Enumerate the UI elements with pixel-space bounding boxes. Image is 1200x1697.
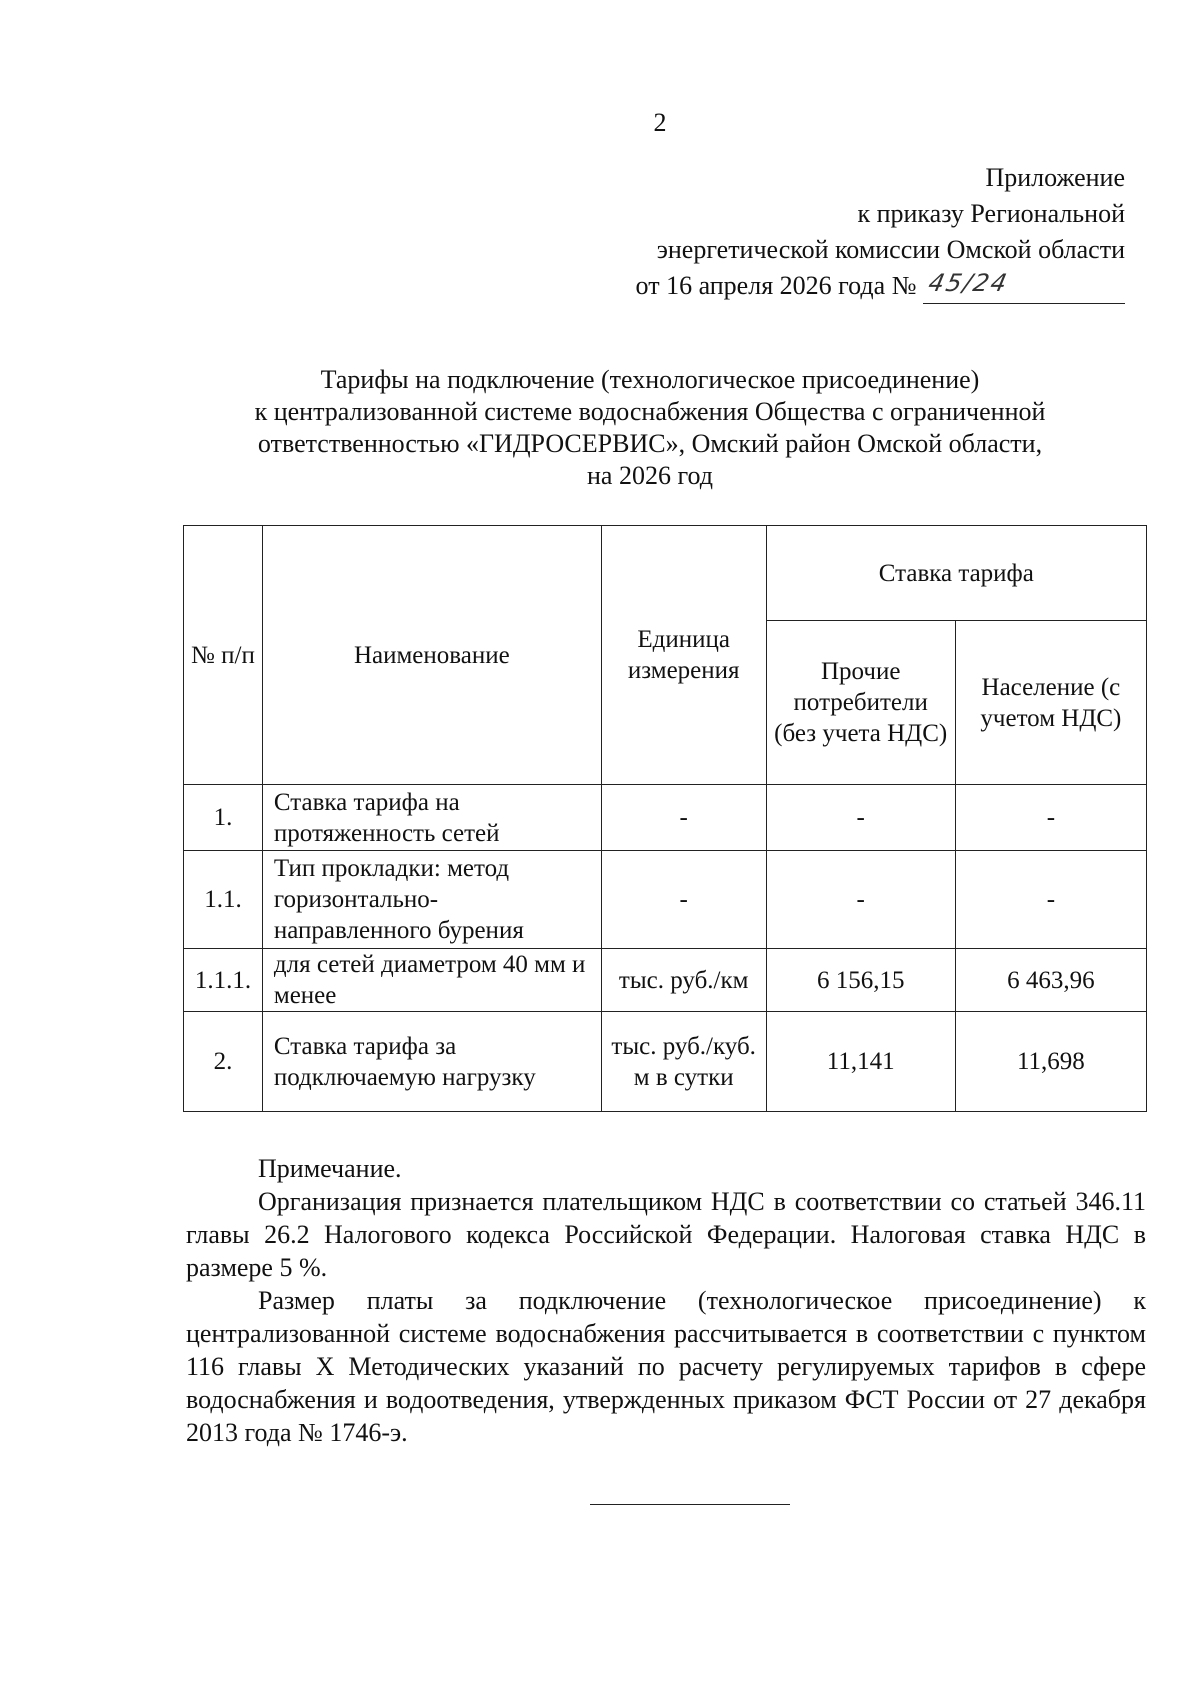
- document-title: [186, 364, 1114, 492]
- table-header-row: [184, 526, 1147, 621]
- page-number: 2: [653, 108, 667, 137]
- row-other-value: -: [766, 785, 955, 851]
- row-population-value: 6 463,96: [955, 949, 1146, 1012]
- row-num: 1.1.: [184, 851, 263, 949]
- table-row: [184, 785, 1147, 851]
- header-rate-group: Ставка тарифа: [766, 526, 1146, 621]
- row-name: для сетей диаметром 40 мм и менее: [262, 949, 601, 1012]
- table-row: [184, 949, 1147, 1012]
- header-num: № п/п: [184, 526, 263, 785]
- header-unit: Единица измерения: [601, 526, 766, 785]
- appendix-block: [636, 160, 1125, 304]
- row-unit: тыс. руб./куб. м в сутки: [601, 1012, 766, 1112]
- row-unit: -: [601, 785, 766, 851]
- notes-heading: Примечание.: [258, 1154, 402, 1183]
- notes-paragraph-vat: Организация признается плательщиком НДС в соответствии со статьей 346.11 главы 26.2 Налогового кодекса Российской Федерации. Налоговая ставка НДС в размере 5 %.: [186, 1187, 1146, 1282]
- title-line-2: к централизованной системе водоснабжения Общества с ограниченной: [254, 397, 1046, 426]
- table-row: [184, 1012, 1147, 1112]
- header-name: Наименование: [262, 526, 601, 785]
- appendix-commission: энергетической комиссии Омской области: [656, 235, 1125, 264]
- appendix-date-line: [636, 268, 1125, 304]
- row-name: Ставка тарифа на протяженность сетей: [262, 785, 601, 851]
- row-other-value: -: [766, 851, 955, 949]
- row-population-value: -: [955, 785, 1146, 851]
- title-line-4: на 2026 год: [587, 461, 713, 490]
- appendix-order-ref: к приказу Региональной: [857, 199, 1125, 228]
- notes-paragraph-fee: Размер платы за подключение (технологическое присоединение) к централизованной системе водоснабжения рассчитывается в соответствии с пунктом 116 главы X Методических указаний по расчету регулируемых тарифов в сфере водоснабжения и водоотведения, утвержденных приказом ФСТ России от 27 декабря 2013 года № 1746-э.: [186, 1286, 1146, 1447]
- row-name: Ставка тарифа за подключаемую нагрузку: [262, 1012, 601, 1112]
- row-other-value: 11,141: [766, 1012, 955, 1112]
- row-population-value: -: [955, 851, 1146, 949]
- row-unit: -: [601, 851, 766, 949]
- order-number-handwritten: 45/24: [926, 269, 1012, 297]
- row-num: 1.1.1.: [184, 949, 263, 1012]
- tariff-table: [183, 525, 1147, 1112]
- row-name: Тип прокладки: метод горизонтально-направленного бурения: [262, 851, 601, 949]
- closing-divider: [590, 1504, 790, 1505]
- appendix-title: Приложение: [985, 163, 1125, 192]
- appendix-date: от 16 апреля 2026 года №: [635, 271, 917, 300]
- header-other-consumers: Прочие потребители (без учета НДС): [766, 621, 955, 785]
- title-line-1: Тарифы на подключение (технологическое присоединение): [320, 365, 980, 394]
- row-num: 2.: [184, 1012, 263, 1112]
- row-unit: тыс. руб./км: [601, 949, 766, 1012]
- notes-section: [186, 1152, 1146, 1449]
- title-line-3: ответственностью «ГИДРОСЕРВИС», Омский район Омской области,: [257, 429, 1043, 458]
- row-num: 1.: [184, 785, 263, 851]
- order-number-field: [923, 269, 1125, 304]
- header-population: Население (с учетом НДС): [955, 621, 1146, 785]
- table-row: [184, 851, 1147, 949]
- row-other-value: 6 156,15: [766, 949, 955, 1012]
- row-population-value: 11,698: [955, 1012, 1146, 1112]
